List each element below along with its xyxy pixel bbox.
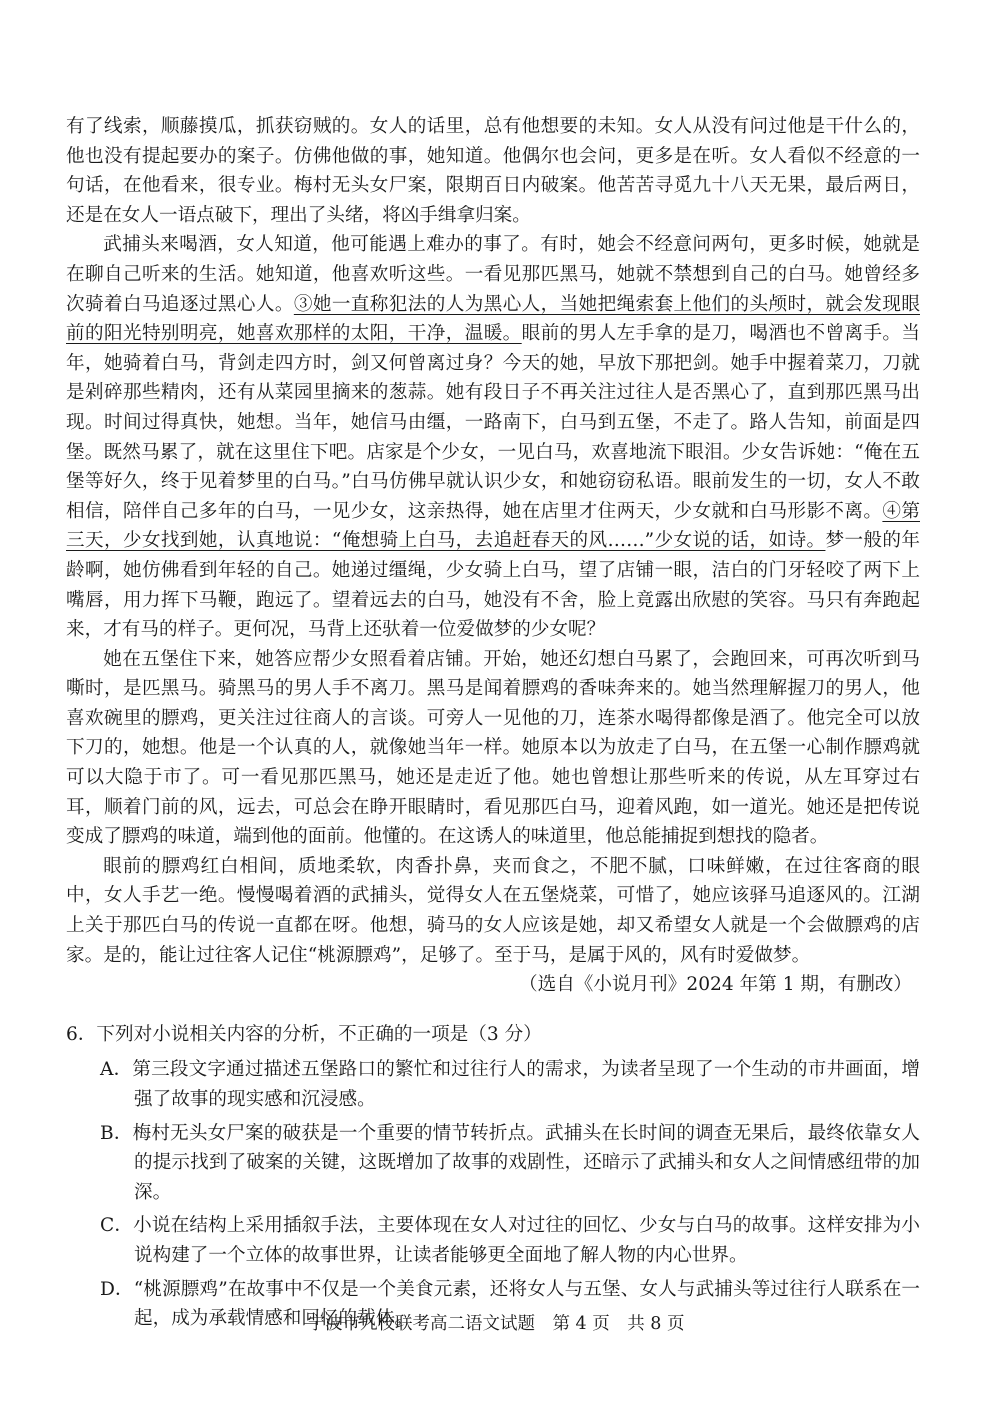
paragraph-2-text-b: 眼前的男人左手拿的是刀，喝酒也不曾离手。当年，她骑着白马，背剑走四方时，剑又何曾离过身？今天的她，早放下那把剑。她手中握着菜刀，刀就是剁碎那些精肉，还有从菜园里摘来的葱蒜。她有段日子不再关注过往人是否黑心了，直到那匹黑马出现。时间过得真快，她想。当年，她信马由缰，一路南下，白马到五堡，不走了。路人告知，前面是四堡。既然马累了，就在这里住下吧。店家是个少女，一见白马，欢喜地流下眼泪。少女告诉她：“俺在五堡等好久，终于见着梦里的白马。”白马仿佛早就认识少女，和她窃窃私语。眼前发生的一切，女人不敢相信，陪伴自己多年的白马，一见少女，这亲热得，她在店里才住两天，少女就和白马形影不离。 [66,323,920,522]
paragraph-2-text-a: 武捕头来喝酒，女人知道，他可能遇上难办的事了。有时，她会不经意问两句，更多时候，她就是在聊自己听来的生活。她知道，他喜欢听这些。一看见那匹黑马，她就不禁想到自己的白马。她曾经多次骑着白马追逐过黑心人。 [66,234,920,315]
option-b: B．梅村无头女尸案的破获是一个重要的情节转折点。武捕头在长时间的调查无果后，最终依靠女人的提示找到了破案的关键，这既增加了故事的戏剧性，还暗示了武捕头和女人之间情感纽带的加深。 [100,1122,920,1203]
passage-paragraph-4: 眼前的膘鸡红白相间，质地柔软，肉香扑鼻，夹而食之，不肥不腻，口味鲜嫩，在过往客商的眼中，女人手艺一绝。慢慢喝着酒的武捕头，觉得女人在五堡烧菜，可惜了，她应该驿马追逐风的。江湖上关于那匹白马的传说一直都在呀。他想，骑马的女人应该是她，却又希望女人就是一个会做膘鸡的店家。是的，能让过往客人记住“桃源膘鸡”，足够了。至于马，是属于风的，风有时爱做梦。 [66,855,920,966]
passage-source: （选自《小说月刊》2024 年第 1 期，有删改） [519,974,912,996]
question-stem: 6．下列对小说相关内容的分析，不正确的一项是（3 分） [66,1023,542,1045]
passage-paragraph-3: 她在五堡住下来，她答应帮少女照看着店铺。开始，她还幻想白马累了，会跑回来，可再次听到马嘶时，是匹黑马。骑黑马的男人手不离刀。黑马是闻着膘鸡的香味奔来的。她当然理解握刀的男人，他喜欢碗里的膘鸡，更关注过往商人的言谈。可旁人一见他的刀，连茶水喝得都像是酒了。他完全可以放下刀的，她想。他是一个认真的人，就像她当年一样。她原本以为放走了白马，在五堡一心制作膘鸡就可以大隐于市了。可一看见那匹黑马，她还是走近了他。她也曾想让那些听来的传说，从左耳穿过右耳，顺着门前的风，远去，可总会在睁开眼睛时，看见那匹白马，迎着风跑，如一道光。她还是把传说变成了膘鸡的味道，端到他的面前。他懂的。在这诱人的味道里，他总能捕捉到想找的隐者。 [66,648,920,848]
option-a: A．第三段文字通过描述五堡路口的繁忙和过往行人的需求，为读者呈现了一个生动的市井画面，增强了故事的现实感和沉浸感。 [100,1059,920,1110]
paragraph-2-text-c: 梦一般的年龄啊，她仿佛看到年轻的自己。她递过缰绳，少女骑上白马，望了店铺一眼，洁白的门牙轻咬了两下上嘴唇，用力挥下马鞭，跑远了。望着远去的白马，她没有不舍，脸上竟露出欣慰的笑容。马只有奔跑起来，才有马的样子。更何况，马背上还驮着一位爱做梦的少女呢？ [66,530,920,641]
reading-passage [66,112,920,1000]
option-c: C．小说在结构上采用插叙手法，主要体现在女人对过往的回忆、少女与白马的故事。这样安排为小说构建了一个立体的故事世界，让读者能够更全面地了解人物的内心世界。 [100,1215,920,1266]
page-footer: 宁波市九校联考高二语文试题 第 4 页 共 8 页 [307,1314,685,1334]
question-6 [66,1020,920,1334]
passage-paragraph-2 [66,230,920,644]
underlined-sentence-3: ③她一直称犯法的人为黑心人，当她把绳索套上他们的头颅时，就会发现眼前的阳光特别明亮，她喜欢那样的太阳，干净，温暖。 [66,293,920,345]
underlined-sentence-4: ④第三天，少女找到她，认真地说：“俺想骑上白马，去追赶春天的风……”少女说的话，如诗。 [66,500,920,552]
passage-paragraph-1: 有了线索，顺藤摸瓜，抓获窃贼的。女人的话里，总有他想要的未知。女人从没有问过他是干什么的，他也没有提起要办的案子。仿佛他做的事，她知道。他偶尔也会问，更多是在听。女人看似不经意的一句话，在他看来，很专业。梅村无头女尸案，限期百日内破案。他苦苦寻觅九十八天无果，最后两日，还是在女人一语点破下，理出了头绪，将凶手缉拿归案。 [66,116,920,226]
option-d: D．“桃源膘鸡”在故事中不仅是一个美食元素，还将女人与五堡、女人与武捕头等过往行人联系在一起，成为承载情感和回忆的载体。 [100,1278,920,1330]
